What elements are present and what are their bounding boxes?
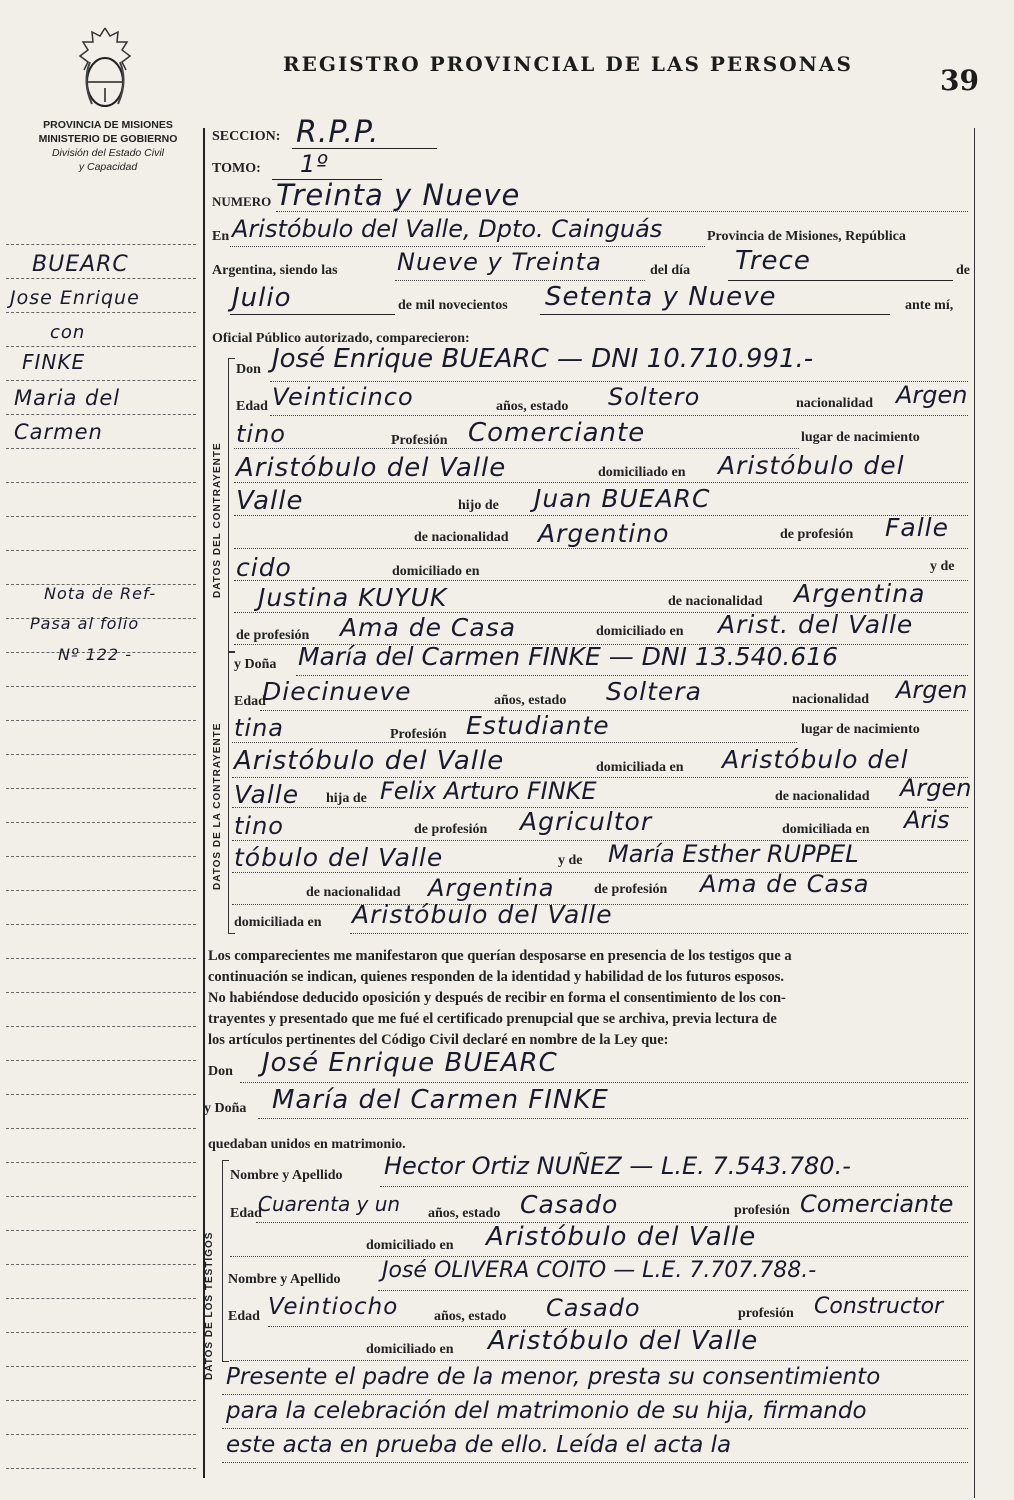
observacion-line-3: este acta en prueba de ello. Leída el acta la [226,1432,732,1458]
testigos-section-label: DATOS DE LOS TESTIGOS [204,1231,215,1380]
margin-ruled-line [6,516,196,517]
margin-note-2: Pasa al folio [30,614,140,633]
margin-ruled-line [6,992,196,993]
lugar-nac-line [234,482,968,483]
margin-ruled-line [6,720,196,721]
t1-domicilio: Aristóbulo del Valle [486,1222,757,1252]
provincia-label: Provincia de Misiones, República [707,229,906,244]
t1-nombre-label: Nombre y Apellido [230,1168,343,1183]
t2-nombre-line [378,1290,968,1291]
contrayenta-madre-nac-label: de nacionalidad [306,885,401,900]
obs-line-1 [222,1394,968,1395]
margin-note-3: Nº 122 - [58,645,132,664]
page-number: 39 [940,64,979,97]
contrayenta-padre: Felix Arturo FINKE [380,777,597,805]
declaration-line: No habiéndose deducido oposición y después de recibir en forma el consentimiento de los con- [208,990,786,1006]
contrayenta-padre-nac-b: tino [234,812,284,840]
t1-nombre-line [380,1186,968,1187]
observacion-line-2: para la celebración del matrimonio de su hija, firmando [226,1398,867,1424]
lugar-line [230,246,705,247]
margin-ruled-line [6,890,196,891]
margin-note-1: Nota de Ref- [44,584,157,603]
contrayenta-edad-label: Edad [234,694,266,709]
argentina-label: Argentina, siendo las [212,263,338,278]
numero-value: Treinta y Nueve [276,178,521,212]
nacionalidad-label: nacionalidad [796,396,874,411]
declaration-paragraph [208,946,970,1051]
t1-anios-label: años, estado [428,1206,501,1221]
t2-dom-line [230,1360,968,1361]
hijo-label: hijo de [458,498,499,513]
obs-line-2 [222,1428,968,1429]
contrayenta-domicilio-b: Valle [234,780,300,809]
numero-line [276,211,968,212]
margin-ruled-line [6,958,196,959]
contrayente-bracket [228,358,235,652]
contrayente-nac-a: Argen [896,381,968,409]
contrayente-madre-dom: Arist. del Valle [718,610,914,639]
edad-label: Edad [236,399,268,414]
margin-ruled-line [6,1366,196,1367]
contrayenta-padre-dom-label: domiciliada en [782,822,870,837]
t2-nombre-label: Nombre y Apellido [228,1272,341,1287]
margin-ruled-line [6,1026,196,1027]
contrayenta-padre-dom-a: Aris [904,806,950,834]
contrayenta-edad: Diecinueve [262,677,412,706]
madre-dom-label: domiciliado en [596,624,684,639]
contrayenta-padre-prof: Agricultor [520,807,653,836]
t1-dom-label: domiciliado en [366,1238,454,1253]
madre-nac-label: de nacionalidad [668,594,763,609]
hora-value: Nueve y Treinta [397,248,602,276]
margin-ruled-line [6,550,196,551]
contrayente-padre-nac: Argentino [538,519,670,548]
esposa-name: María del Carmen FINKE [272,1085,609,1115]
margin-ruled-line [6,1332,196,1333]
province-label: PROVINCIA DE MISIONES [43,119,173,131]
margin-ruled-line [6,1468,196,1469]
margin-ruled-line [6,788,196,789]
observacion-line-1: Presente el padre de la menor, presta su consentimiento [226,1364,881,1390]
contrayente-section-label: DATOS DEL CONTRAYENTE [212,442,223,598]
hija-label: hija de [326,791,367,806]
declaration-line: continuación se indican, quienes responden de la identidad y habilidad de los futuros esposos. [208,969,784,985]
contrayenta-name-line [296,675,968,676]
de-nacionalidad-label: de nacionalidad [414,530,509,545]
ante-mi-label: ante mí, [905,298,954,313]
contrayente-nac-b: tino [236,420,286,448]
margin-ruled-line [6,1434,196,1435]
tomo-value: 1º [300,150,329,178]
anio-line [540,314,890,315]
margin-ruled-line [6,278,196,279]
t1-estado: Casado [520,1190,619,1219]
don-label: Don [236,362,261,377]
contrayenta-madre-dom-line [350,933,968,934]
margin-name-2b: Carmen [14,420,103,444]
contrayente-edad: Veinticinco [272,383,414,411]
margin-ruled-line [6,1400,196,1401]
t2-edad-label: Edad [228,1309,260,1324]
t1-profesion: Comerciante [800,1190,954,1218]
mes-value: Julio [232,283,292,313]
y-de-label: y de [930,559,955,574]
margin-ruled-line [6,1230,196,1231]
margin-ruled-line [6,1060,196,1061]
contrayenta-padre-nac-a: Argen [900,774,972,802]
contrayente-madre-nac: Argentina [794,579,926,608]
contrayente-padre: Juan BUEARC [534,484,711,513]
mes-line [230,314,395,315]
esposo-name: José Enrique BUEARC [262,1048,558,1078]
declaracion-don-label: Don [208,1064,233,1079]
contrayenta-prof-line [232,742,797,743]
margin-ruled-line [6,686,196,687]
contrayente-padre-prof-a: Falle [885,513,949,542]
contrayenta-anios-label: años, estado [494,693,567,708]
de-label: de [956,263,970,278]
domiciliado-label: domiciliado en [598,465,686,480]
margin-surname-2: FINKE [22,350,86,374]
seccion-value: R.P.P. [296,115,380,150]
hora-line [395,280,645,281]
t1-profesion-label: profesión [734,1203,790,1218]
contrayente-madre-prof: Ama de Casa [340,613,517,642]
contrayenta-lugar-nac: Aristóbulo del Valle [234,746,505,776]
t1-dom-line [230,1256,968,1257]
profesion-line [234,448,799,449]
margin-ruled-line [6,244,196,245]
anios-label: años, estado [496,399,569,414]
declaration-line: Los comparecientes me manifestaron que querían desposarse en presencia de los testigos que a [208,948,792,964]
declaracion-dona-label: y Doña [204,1101,247,1116]
testigos-bracket [222,1160,229,1362]
profesion-label: Profesión [391,433,448,448]
division-label-2: y Capacidad [78,161,138,173]
page-title: REGISTRO PROVINCIAL DE LAS PERSONAS [283,52,853,76]
t2-dom-label: domiciliado en [366,1342,454,1357]
oficial-label: Oficial Público autorizado, comparecieron: [212,331,470,346]
t2-profesion-label: profesión [738,1306,794,1321]
padre-line [234,548,968,549]
contrayenta-y-de-label: y de [558,853,583,868]
contrayenta-lugar-nac-label: lugar de nacimiento [801,722,920,737]
del-dia-label: del día [650,263,691,278]
contrayenta-edad-line [260,710,968,711]
margin-ruled-line [6,1094,196,1095]
contrayenta-profesion-label: Profesión [390,727,447,742]
contrayente-name-line [270,381,968,382]
contrayenta-nac-a: Argen [896,676,968,704]
margin-ruled-line [6,1196,196,1197]
lugar-nac-label: lugar de nacimiento [801,430,920,445]
contrayenta-madre-nac: Argentina [428,874,555,902]
contrayenta-padre-prof-label: de profesión [414,822,488,837]
t2-anios-label: años, estado [434,1309,507,1324]
en-label: En [212,229,230,244]
frame-right-border [974,128,975,1498]
margin-ruled-line [6,1128,196,1129]
dona-label: y Doña [234,657,277,672]
margin-ruled-line [6,414,196,415]
margin-ruled-line [6,346,196,347]
obs-line-3 [222,1462,968,1463]
seccion-line [292,148,437,149]
contrayente-madre: Justina KUYUK [258,583,448,612]
contrayente-domicilio-b: Valle [236,486,304,516]
contrayenta-nac-label: nacionalidad [792,692,870,707]
margin-ruled-line [6,754,196,755]
contrayenta-padre-nac-label: de nacionalidad [775,789,870,804]
contrayenta-madre: María Esther RUPPEL [608,840,859,868]
contrayenta-domicilio-a: Aristóbulo del [722,745,909,774]
contrayenta-dom-label: domiciliada en [596,760,684,775]
t1-edad-label: Edad [230,1206,262,1221]
contrayenta-profesion: Estudiante [466,711,610,740]
margin-ruled-line [6,1162,196,1163]
contrayente-name: José Enrique BUEARC — DNI 10.710.991.- [272,344,814,374]
de-profesion-label: de profesión [780,527,854,542]
contrayente-domicilio-a: Aristóbulo del [718,451,905,480]
esposa-line [258,1118,968,1119]
issuer-block [18,118,198,174]
tomo-label: TOMO: [212,161,261,176]
contrayenta-nac-b: tina [234,714,284,742]
esposo-line [240,1082,968,1083]
margin-ruled-line [6,1298,196,1299]
margin-name-1: Jose Enrique [10,287,140,309]
contrayenta-madre-prof: Ama de Casa [700,870,870,898]
declaration-line: trayentes y presentado que me fué el certificado prenupcial que se archiva, previa lectura de [208,1011,777,1027]
contrayenta-padre-dom-b: tóbulo del Valle [234,843,444,872]
t2-estado: Casado [546,1294,641,1322]
margin-ruled-line [6,924,196,925]
anio-value: Setenta y Nueve [545,282,777,312]
contrayenta-madre-dom-label: domiciliada en [234,915,322,930]
margin-ruled-line [6,312,196,313]
margin-name-2a: Maria del [14,386,121,410]
declaration-line: los artículos pertinentes del Código Civil declaré en nombre de la Ley que: [208,1032,669,1048]
division-label: División del Estado Civil [51,147,165,159]
t2-domicilio: Aristóbulo del Valle [488,1326,759,1356]
margin-surname-1: BUEARC [32,252,129,277]
t1-edad: Cuarenta y un [258,1192,401,1216]
t2-nombre: José OLIVERA COITO — L.E. 7.707.788.- [382,1258,817,1283]
dia-line [728,280,953,281]
contrayenta-name: María del Carmen FINKE — DNI 13.540.616 [298,642,839,671]
contrayente-padre-prof-b: cido [236,553,292,582]
seccion-label: SECCION: [212,129,281,144]
contrayenta-madre-dom: Aristóbulo del Valle [352,900,613,929]
contrayenta-lugar-line [232,777,968,778]
dia-value: Trece [735,246,811,276]
contrayenta-madre-prof-label: de profesión [594,882,668,897]
margin-con: con [50,322,86,343]
domiciliado-en-label: domiciliado en [392,564,480,579]
contrayenta-section-label: DATOS DE LA CONTRAYENTE [212,722,223,890]
margin-ruled-line [6,380,196,381]
contrayente-lugar-nac: Aristóbulo del Valle [236,453,507,483]
edad-line [270,415,968,416]
margin-ruled-line [6,448,196,449]
t2-edad: Veintiocho [268,1294,399,1320]
margin-ruled-line [6,482,196,483]
contrayente-estado: Soltero [608,383,701,411]
lugar-value: Aristóbulo del Valle, Dpto. Cainguás [232,215,663,243]
contrayenta-estado: Soltera [606,677,702,706]
contrayente-profesion: Comerciante [468,418,646,448]
madre-prof-label: de profesión [236,628,310,643]
t1-nombre: Hector Ortiz NUÑEZ — L.E. 7.543.780.- [384,1152,851,1180]
margin-ruled-line [6,822,196,823]
t2-profesion: Constructor [814,1294,944,1319]
de-mil-label: de mil novecientos [398,298,508,313]
margin-ruled-line [6,1264,196,1265]
domicilio-line [234,515,968,516]
unidos-label: quedaban unidos en matrimonio. [208,1137,406,1152]
margin-ruled-line [6,856,196,857]
coat-of-arms-emblem [70,22,140,114]
numero-label: NUMERO [212,194,272,209]
ministry-label: MINISTERIO DE GOBIERNO [38,133,178,145]
